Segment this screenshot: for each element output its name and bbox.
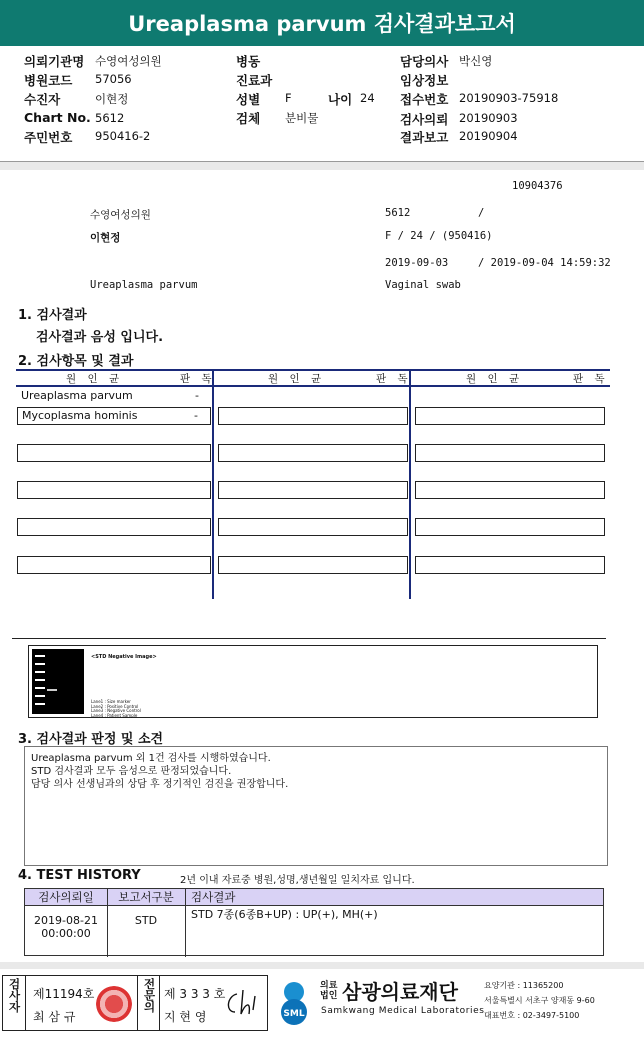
- col-judge: 판 독: [573, 373, 609, 385]
- seal-stamp: [96, 986, 132, 1022]
- col-pathogen: 원 인 균: [66, 373, 124, 385]
- empty-cell: [218, 556, 408, 574]
- gel-legend-item: Lane2 : Positive Control: [91, 703, 139, 709]
- pathogen-judge: -: [195, 389, 199, 402]
- header-label: 담당의사: [400, 54, 449, 69]
- signature: [223, 986, 263, 1022]
- header-label: 의뢰기관명: [24, 54, 85, 69]
- header-value: 5612: [95, 111, 125, 125]
- clinic-name: 수영여성의원: [90, 209, 151, 221]
- specialist-name: 지 현 영: [164, 1010, 207, 1024]
- header-label: 병원코드: [24, 73, 73, 88]
- sex-label: 성별: [236, 92, 261, 107]
- header-value: 950416-2: [95, 129, 151, 143]
- section-4-heading: 4. TEST HISTORY: [18, 868, 141, 883]
- report-header: [0, 46, 644, 162]
- inspector-tag: 검사자: [7, 978, 22, 1013]
- inspector-license: 제11194호: [33, 987, 95, 1001]
- opinion-line: Ureaplasma parvum 외 1건 검사를 시행하였습니다.: [31, 753, 271, 764]
- empty-cell: [415, 556, 605, 574]
- specimen-value: 분비물: [285, 111, 319, 125]
- header-label: 주민번호: [24, 130, 73, 145]
- empty-cell: [415, 481, 605, 499]
- gel-image: [32, 649, 84, 714]
- header-value: 수영여성의원: [95, 54, 162, 68]
- gel-caption: <STD Negative Image>: [91, 654, 157, 660]
- result-row: [17, 388, 211, 406]
- header-label: 임상정보: [400, 73, 449, 88]
- logo-text: SML: [283, 1009, 305, 1019]
- header-label: 접수번호: [400, 92, 449, 107]
- specialist-tag: 전문의: [142, 978, 157, 1013]
- age-label: 나이: [328, 92, 353, 107]
- org-prefix: 의료 법인: [320, 981, 338, 1001]
- sex-age: F / 24 / (950416): [385, 230, 493, 242]
- header-value: 20190904: [459, 129, 518, 143]
- header-label: 수진자: [24, 92, 61, 107]
- history-header: 검사의뢰일: [25, 889, 107, 906]
- sex-value: F: [285, 91, 292, 105]
- header-value: 20190903: [459, 111, 518, 125]
- specialist-license: 제 3 3 3 호: [164, 987, 226, 1001]
- divider: [0, 162, 644, 170]
- result-summary: 검사결과 음성 입니다.: [36, 330, 164, 345]
- sml-logo-icon: [272, 978, 316, 1026]
- col-judge: 판 독: [180, 373, 216, 385]
- empty-cell: [415, 518, 605, 536]
- empty-cell: [218, 518, 408, 536]
- history-time: 00:00:00: [41, 927, 91, 940]
- history-date: 2019-08-21: [34, 914, 98, 927]
- org-name: 삼광의료재단: [342, 980, 458, 1004]
- opinion-line: 담당 의사 선생님과의 상담 후 정기적인 검진을 권장합니다.: [31, 779, 289, 790]
- signature-box: [2, 975, 268, 1031]
- org-contact: 서울특별시 서초구 양재동 9-60: [484, 996, 595, 1005]
- empty-cell: [17, 481, 211, 499]
- grid-divider: [409, 369, 411, 599]
- pathogen-judge: -: [194, 409, 198, 422]
- org-english: Samkwang Medical Laboratories: [321, 1006, 485, 1016]
- empty-cell: [17, 444, 211, 462]
- gel-legend: [91, 700, 141, 718]
- org-contact: 대표번호 : 02-3497-5100: [484, 1011, 580, 1020]
- report-title: Ureaplasma parvum 검사결과보고서: [0, 0, 644, 46]
- specimen-name: Vaginal swab: [385, 279, 461, 291]
- gel-legend-item: Lane3 : Negative Control: [91, 708, 141, 713]
- empty-cell: [17, 518, 211, 536]
- inspector-name: 최 삼 규: [33, 1010, 76, 1024]
- empty-cell: [218, 444, 408, 462]
- history-table: [24, 888, 604, 956]
- opinion-box: [24, 746, 608, 866]
- grid-divider: [212, 369, 214, 599]
- pathogen-name: Ureaplasma parvum: [21, 389, 133, 402]
- gel-legend-item: Lane1 : Size marker: [91, 699, 131, 704]
- history-result: STD 7종(6종B+UP) : UP(+), MH(+): [191, 908, 378, 921]
- section-2-heading: 2. 검사항목 및 결과: [18, 354, 134, 369]
- report-datetime: / 2019-09-04 14:59:32: [478, 257, 611, 269]
- section-1-heading: 1. 검사결과: [18, 308, 87, 323]
- receive-date: 2019-09-03: [385, 257, 449, 269]
- empty-cell: [218, 407, 408, 425]
- patient-name: 이현정: [90, 232, 121, 244]
- history-header: 검사결과: [185, 889, 603, 906]
- history-type: STD: [134, 914, 158, 927]
- history-note: 2년 이내 자료중 병원,성명,생년월일 일치자료 입니다.: [180, 875, 415, 886]
- col-judge: 판 독: [376, 373, 412, 385]
- chart-number: 5612: [385, 207, 411, 219]
- age-value: 24: [360, 91, 375, 105]
- empty-cell: [218, 481, 408, 499]
- result-row: [17, 407, 211, 425]
- header-value: 57056: [95, 72, 132, 86]
- opinion-line: STD 검사결과 모두 음성으로 판정되었습니다.: [31, 766, 232, 777]
- doc-number: 10904376: [512, 180, 563, 192]
- col-pathogen: 원 인 균: [466, 373, 524, 385]
- gel-legend-item: Lane4 : Patient Sample: [91, 712, 138, 718]
- header-value: 20190903-75918: [459, 91, 559, 105]
- ward-label: 병동: [236, 54, 261, 69]
- empty-cell: [415, 444, 605, 462]
- empty-cell: [17, 556, 211, 574]
- test-name: Ureaplasma parvum: [90, 279, 198, 291]
- dept-label: 진료과: [236, 73, 273, 88]
- divider: [12, 638, 606, 639]
- pathogen-name: Mycoplasma hominis: [22, 409, 138, 422]
- header-value: 박신영: [459, 54, 493, 68]
- chart-slash: /: [478, 207, 485, 219]
- empty-cell: [415, 407, 605, 425]
- col-pathogen: 원 인 균: [268, 373, 326, 385]
- gel-image-panel: [28, 645, 598, 718]
- history-header: 보고서구분: [107, 889, 185, 906]
- section-3-heading: 3. 검사결과 판정 및 소견: [18, 732, 164, 747]
- org-contact: 요양기관 : 11365200: [484, 981, 564, 990]
- header-label: 결과보고: [400, 130, 449, 145]
- specimen-label: 검체: [236, 111, 261, 126]
- header-label: Chart No.: [24, 110, 91, 125]
- header-label: 검사의뢰: [400, 112, 449, 127]
- header-value: 이현정: [95, 92, 129, 106]
